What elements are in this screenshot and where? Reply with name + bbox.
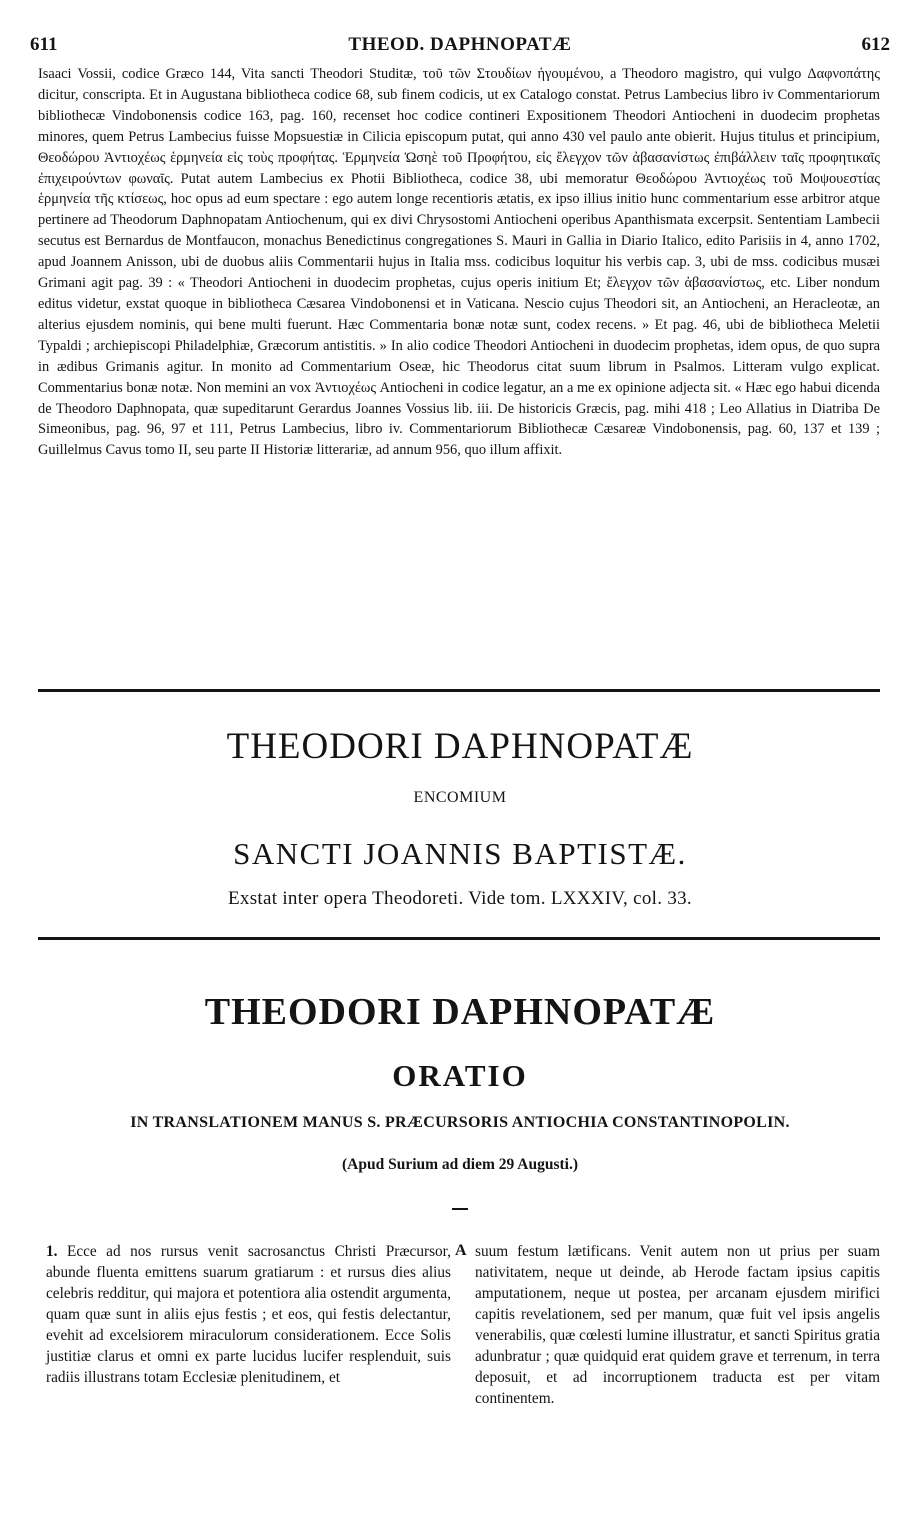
running-header <box>30 34 890 60</box>
section-rule-bottom <box>38 937 880 940</box>
section-rule-top <box>38 689 880 692</box>
right-page-number: 612 <box>861 34 890 55</box>
oratio-subtitle: ORATIO <box>392 1058 528 1093</box>
right-column <box>475 1241 880 1409</box>
short-divider <box>452 1208 468 1210</box>
encomium-title: THEODORI DAPHNOPATÆ <box>226 726 694 767</box>
oratio-source: (Apud Surium ad diem 29 Augusti.) <box>341 1156 578 1173</box>
running-title: THEOD. DAPHNOPATÆ <box>348 34 572 55</box>
notes-paragraph: Isaaci Vossii, codice Græco 144, Vita sancti Theodori Studitæ, τοῦ τῶν Στουδίων ἡγουμένου, a Theodoro magistro, qui vulgo Δαφνοπάτης dicitur, conscripta. Et in Augustana bibliotheca codice 68, sub finem codicis, ut ex Catalogo constat. Petrus Lambecius libro iv Commentariorum bibliothecæ Vindobonensis codice 163, pag. 160, recenset hoc codice contineri Expositionem Theodori Antiocheni in duodecim prophetas minores, quem Petrus Lambecius fuisse Mopsuestiæ in Cilicia episcopum putat, qui anno 430 vel paulo ante obierit. Hujus titulus et principium, Θεοδώρου Ἀντιοχέως ἑρμηνεία εἰς τοὺς προφήτας. Ἑρμηνεία Ὠσηὲ τοῦ Προφήτου, εἰς ἔλεγχον τῶν ἀβασανίστως ἐπιβάλλειν ταῖς προφητικαῖς ἐπιχειρούντων φωναῖς. Putat autem Lambecius ex Photii Bibliotheca, codice 38, ubi memoratur Θεοδώρου Ἀντιοχέως τοῦ Μοψουεστίας ἑρμηνεία τῆς κτίσεως, hoc opus ad eum spectare : ego autem longe recentioris ætatis, ex ipso illius initio hunc commentarium esse arbitror atque pertinere ad Theodorum Daphnopatam Antiochenum, qui ex divi Chrysostomi Antiocheni operibus Apanthismata excerpsit. Sententiam Lambecii secutus est Bernardus de Montfaucon, monachus Benedictinus congregationes S. Mauri in Gallia in Diario Italico, edito Parisiis in 4, anno 1702, apud Joannem Anisson, ubi de duobus aliis Commentarii hujus in Italia mss. codicibus loquitur his verbis cap. 3, ubi de mss. codicibus musæi Grimani agit pag. 39 : « Theodori Antiocheni in duodecim prophetas, cujus operis initium Et; ἔλεγχον τῶν ἀβασανίστως, etc. Liber nondum editus videtur, exstat quoque in bibliotheca Cæsarea Vindobonensi et in Vaticana. Nescio cujus Theodori sit, an Antiocheni, an Heracleotæ, an alterius ejusdem nominis, qui bene multi fuerunt. Hæc Commentaria bonæ notæ sunt, codex recens. » Et pag. 46, ubi de bibliotheca Meletii Typaldi ; archiepiscopi Philadelphiæ, Græcorum antistitis. » In alio codice Theodori Antiocheni in duodecim prophetas, idem opus, de quo supra in ædibus Grimanis agitur. In monito ad Commentarium Oseæ, hic Theodorus citat suum librum in Psalmos. Litteram vulgo explicat. Commentarius bonæ notæ. Non memini an vox Ἀντιοχέως Antiocheni in codice legatur, an a me ex opinione adjecta sit. « Hæc ego habui dicenda de Theodoro Daphnopata, quæ supeditarunt Gerardus Joannes Vossius lib. iii. De historicis Græcis, pag. mihi 418 ; Leo Allatius in Diatriba De Simeonibus, pag. 96, 97 et 111, Petrus Lambecius, libro iv. Commentariorum Bibliothecæ Cæsareæ Vindobonensis, pag. 60, 137 et 139 ; Guillelmus Cavus tomo II, seu parte II Historiæ litterariæ, ad annum 956, quo illum affixit. <box>38 66 880 459</box>
encomium-subtitle: ENCOMIUM <box>413 789 507 806</box>
column-marker: A <box>455 1242 467 1259</box>
left-column-paragraph <box>46 1241 451 1388</box>
left-page-number: 611 <box>30 34 58 55</box>
encomium-reference: Exstat inter opera Theodoreti. Vide tom. LXXXIV, col. 33. <box>228 888 692 909</box>
left-column-text: Ecce ad nos rursus venit sacrosanctus Christi Præcursor, abunde fluenta emittens suarum gratiarum : et rursus dies alius celebris redditur, qui majora et potentiora alia ostendit argumenta, quam quæ sunt in aliis ejus festis ; et eos, qui festis delectantur, evehit ad excelsiorem miraculorum considerationem. Ecce Solis justitiæ clarus et omni ex parte lucidus lucifer resplenduit, suis radiis illustrans totam Ecclesiæ plenitudinem, et <box>46 1243 451 1386</box>
encomium-subject: SANCTI JOANNIS BAPTISTÆ. <box>233 836 687 871</box>
oratio-title: THEODORI DAPHNOPATÆ <box>204 991 716 1033</box>
right-column-text: suum festum lætificans. Venit autem non ut prius per suam nativitatem, neque ut deinde, ab Herode factam ipsius capitis amputationem, neque ut postea, per arcanam ejusdem mirifici capitis revelationem, sed per manum, quæ fuit vel ipsis angelis venerabilis, quæ cœlesti lumine illustratur, et sancti Spiritus gratia adunbratur ; quæ quidquid erat quidem grave et terrenum, in terra deposuit, et ad incorruptionem traducta est per vitam continentem. <box>475 1243 880 1407</box>
oratio-subject: IN TRANSLATIONEM MANUS S. PRÆCURSORIS ANTIOCHIA CONSTANTINOPOLIN. <box>130 1114 790 1131</box>
left-column <box>46 1241 451 1388</box>
notes-block <box>38 64 880 461</box>
section-number: 1. <box>46 1243 58 1260</box>
